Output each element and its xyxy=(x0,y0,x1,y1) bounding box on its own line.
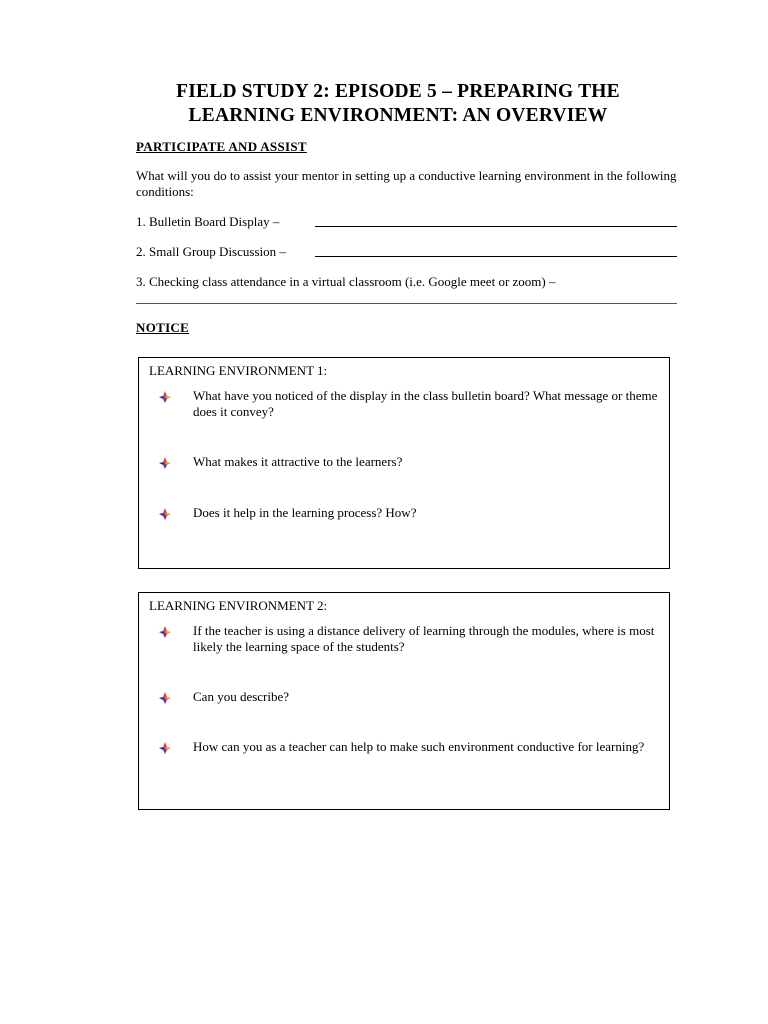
learning-environment-1-box xyxy=(138,357,670,569)
condition-2: 2. Small Group Discussion – xyxy=(136,244,286,259)
bullet-icon xyxy=(159,390,171,408)
bullet-icon xyxy=(159,741,171,759)
participate-intro: What will you do to assist your mentor in setting up a conductive learning environment in the following conditions: xyxy=(136,168,677,199)
box-2-title: LEARNING ENVIRONMENT 2: xyxy=(149,598,328,613)
bullet-icon xyxy=(159,691,171,709)
question-text: Does it help in the learning process? How? xyxy=(193,505,417,520)
question-text: Can you describe? xyxy=(193,689,290,704)
bullet-icon xyxy=(159,456,171,474)
question-text: What have you noticed of the display in the class bulletin board? What message or theme does it convey? xyxy=(193,388,658,419)
page-title xyxy=(100,80,696,128)
title-line-2: LEARNING ENVIRONMENT: AN OVERVIEW xyxy=(188,105,608,126)
notice-heading: NOTICE xyxy=(136,320,190,335)
bullet-icon xyxy=(159,507,171,525)
answer-line-3[interactable] xyxy=(136,303,677,304)
title-line-1: FIELD STUDY 2: EPISODE 5 – PREPARING THE xyxy=(176,81,620,102)
question-text: If the teacher is using a distance delivery of learning through the modules, where is most likely the learning space of the students? xyxy=(193,623,655,654)
question-text: How can you as a teacher can help to make such environment conductive for learning? xyxy=(193,739,645,754)
bullet-icon xyxy=(159,625,171,643)
participate-heading: PARTICIPATE AND ASSIST xyxy=(136,139,307,154)
condition-3: 3. Checking class attendance in a virtual classroom (i.e. Google meet or zoom) – xyxy=(136,274,556,289)
question-text: What makes it attractive to the learners? xyxy=(193,454,403,469)
condition-1: 1. Bulletin Board Display – xyxy=(136,214,280,229)
box-1-title: LEARNING ENVIRONMENT 1: xyxy=(149,363,328,378)
answer-line-2[interactable] xyxy=(315,256,677,257)
learning-environment-2-box xyxy=(138,592,670,810)
answer-line-1[interactable] xyxy=(315,226,677,227)
